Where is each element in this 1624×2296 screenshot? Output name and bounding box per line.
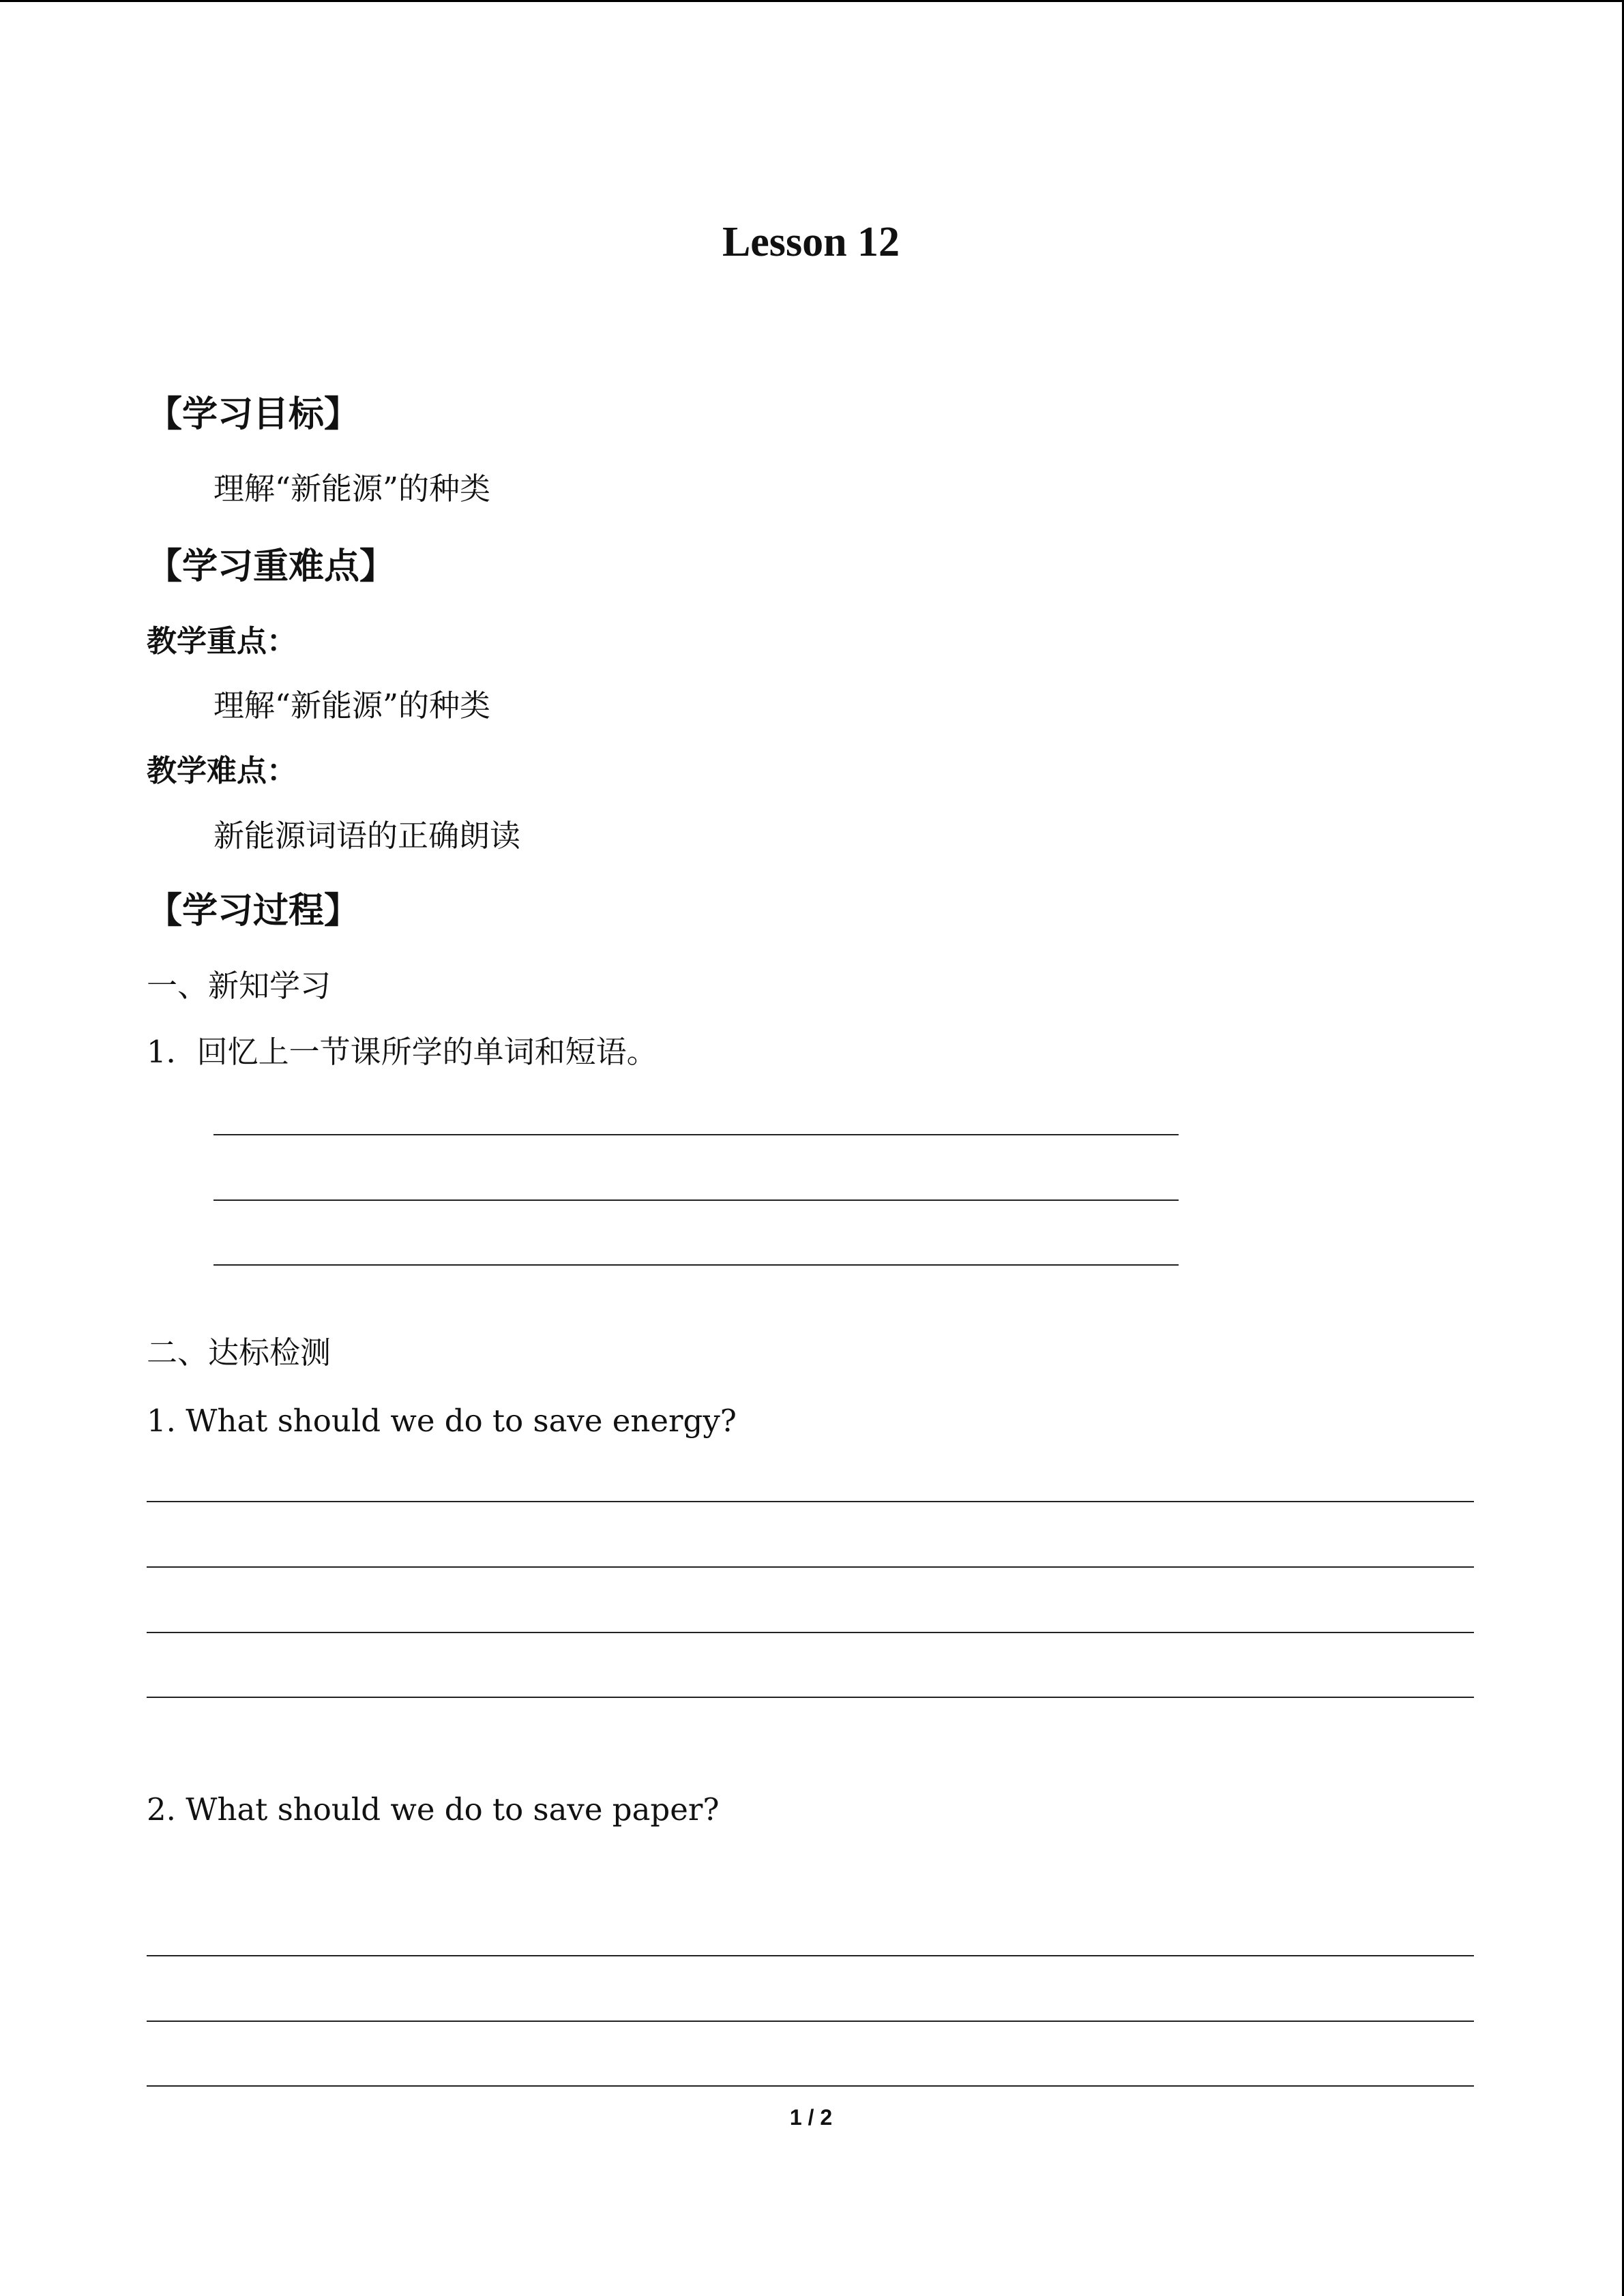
difficulty-label: 教学难点：: [147, 754, 297, 788]
page-title: Lesson 12: [722, 219, 900, 265]
section-heading-objectives: 【学习目标】: [147, 394, 360, 435]
answer-line[interactable]: [213, 1134, 1179, 1135]
answer-line[interactable]: [147, 1632, 1474, 1633]
section-heading-process: 【学习过程】: [147, 891, 360, 931]
page-number: 1 / 2: [789, 2105, 833, 2130]
answer-line[interactable]: [147, 1501, 1474, 1502]
part2-label: 二、达标检测: [147, 1335, 331, 1371]
answer-line[interactable]: [147, 2021, 1474, 2022]
answer-line[interactable]: [147, 1955, 1474, 1956]
answer-line[interactable]: [213, 1199, 1179, 1201]
section-heading-key-points: 【学习重难点】: [147, 546, 396, 587]
objectives-text: 理解“新能源”的种类: [213, 471, 491, 507]
answer-line[interactable]: [147, 1697, 1474, 1698]
answer-line[interactable]: [147, 1566, 1474, 1568]
question-2: 2. What should we do to save paper?: [147, 1791, 720, 1828]
answer-line[interactable]: [213, 1264, 1179, 1266]
question-1: 1. What should we do to save energy?: [147, 1403, 737, 1439]
part1-item1: 1．回忆上一节课所学的单词和短语。: [147, 1034, 658, 1070]
part1-label: 一、新知学习: [147, 968, 331, 1004]
answer-line[interactable]: [147, 2085, 1474, 2087]
focus-text: 理解“新能源”的种类: [213, 687, 491, 724]
focus-label: 教学重点：: [147, 624, 297, 659]
difficulty-text: 新能源词语的正确朗读: [213, 818, 521, 854]
